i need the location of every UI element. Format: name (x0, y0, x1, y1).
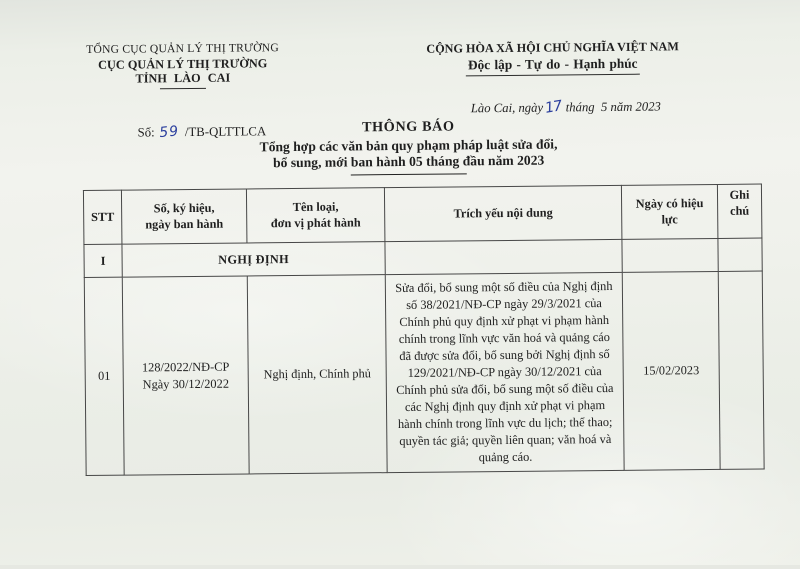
issuing-agency-block (64, 41, 302, 90)
doc-number-suffix: /TB-QLTTLCA (182, 124, 267, 139)
col-header-ghi-chu: Ghi chú (717, 184, 762, 238)
doc-number-prefix: Số: (138, 125, 158, 139)
date-suffix: tháng 5 năm 2023 (562, 99, 660, 114)
table-row (84, 271, 764, 475)
cell-trich-yeu: Sửa đổi, bổ sung một số điều của Nghị định số 38/2021/NĐ-CP ngày 29/3/2021 của Chính phủ quy định xử phạt vi phạm hành chính trong lĩnh vực văn hoá và quảng cáo đã được sửa đổi, bổ sung bởi Nghị định số 129/2021/NĐ-CP ngày 30/12/2021 của Chính phủ sửa đổi, bổ sung một số điều của các Nghị định quy định xử phạt vi phạm hành chính trong lĩnh vực du lịch; thể thao; quyền tác giả; quyền liên quan; văn hoá và quảng cáo. (385, 272, 624, 472)
doc-subject-line2: bổ sung, mới ban hành 05 tháng đầu năm 2023 (99, 151, 719, 173)
document-title-block (98, 116, 719, 178)
section-empty-trich-yeu (385, 239, 622, 274)
country-name: CỘNG HÒA XÃ HỘI CHỦ NGHĨA VIỆT NAM (410, 39, 696, 56)
doc-subject-line1: Tổng hợp các văn bản quy phạm pháp luật sửa đổi, (98, 135, 718, 157)
cell-ngay-hieu-luc: 15/02/2023 (622, 271, 720, 470)
cell-ghi-chu (718, 271, 764, 469)
section-index: I (84, 244, 122, 277)
date-prefix: Lào Cai, ngày (471, 100, 543, 115)
table-header-row (83, 184, 761, 245)
section-empty-ngay (622, 238, 718, 272)
doc-issue-date: Ngày 30/12/2022 (128, 375, 244, 393)
title-underline (351, 173, 467, 175)
section-label: NGHỊ ĐỊNH (122, 242, 385, 278)
agency-name: CỤC QUẢN LÝ THỊ TRƯỜNG (64, 56, 302, 73)
legal-documents-table (83, 184, 765, 477)
agency-underline (160, 88, 206, 89)
col-header-stt: STT (83, 190, 122, 244)
col-header-ngay-hieu-luc: Ngày có hiệu lực (621, 184, 718, 239)
cell-so-ky-hieu (122, 276, 249, 475)
col-header-ten-loai: Tên loại, đơn vị phát hành (246, 188, 385, 243)
doc-type-title: THÔNG BÁO (98, 116, 718, 139)
parent-agency-name: TỔNG CỤC QUẢN LÝ THỊ TRƯỜNG (64, 41, 302, 57)
col-header-trich-yeu: Trích yếu nội dung (384, 185, 622, 241)
date-day-handwritten: 17 (544, 98, 563, 118)
cell-stt: 01 (84, 277, 124, 475)
motto-underline (466, 73, 640, 76)
cell-ten-loai: Nghị định, Chính phủ (247, 275, 387, 474)
doc-symbol: 128/2022/NĐ-CP (128, 358, 244, 376)
section-empty-ghi-chu (718, 238, 762, 271)
doc-number-handwritten: 59 (159, 123, 180, 141)
col-header-so-ky-hieu: Số, ký hiệu, ngày ban hành (121, 189, 247, 244)
agency-province: TỈNH LÀO CAI (64, 70, 302, 87)
national-motto: Độc lập - Tự do - Hạnh phúc (410, 55, 696, 74)
